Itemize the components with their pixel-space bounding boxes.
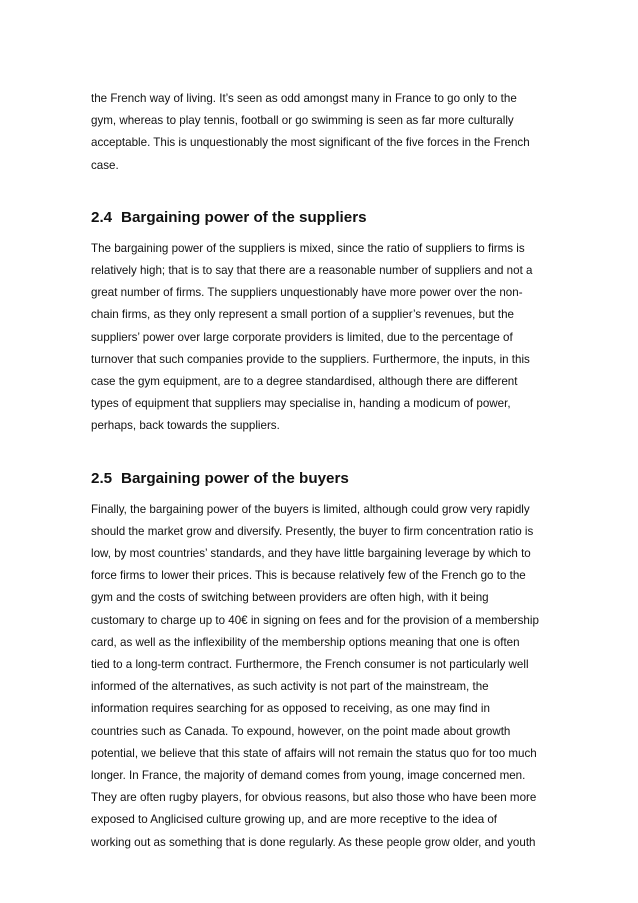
text-line: case.: [91, 158, 119, 172]
text-line: potential, we believe that this state of affairs will not remain the status quo for too much: [91, 746, 537, 760]
text-line: working out as something that is done regularly. As these people grow older, and youth: [91, 835, 536, 849]
text-line: should the market grow and diversify. Presently, the buyer to firm concentration ratio is: [91, 524, 534, 538]
text-line: suppliers’ power over large corporate providers is limited, due to the percentage of: [91, 330, 513, 344]
text-line: card, as well as the inflexibility of the membership options meaning that one is often: [91, 635, 520, 649]
text-line: They are often rugby players, for obvious reasons, but also those who have been more: [91, 791, 537, 805]
suppliers-paragraph: [91, 238, 561, 438]
text-line: low, by most countries’ standards, and they have little bargaining leverage by which to: [91, 547, 531, 561]
text-line: relatively high; that is to say that there are a reasonable number of suppliers and not a: [91, 264, 533, 278]
text-line: gym and the costs of switching between providers are often high, with it being: [91, 591, 489, 605]
buyers-paragraph: [91, 499, 561, 854]
text-line: perhaps, back towards the suppliers.: [91, 419, 280, 433]
text-line: longer. In France, the majority of demand comes from young, image concerned men.: [91, 769, 526, 783]
text-line: exposed to Anglicised culture growing up, and are more receptive to the idea of: [91, 813, 498, 827]
section-heading-2-5: [91, 469, 561, 489]
text-line: gym, whereas to play tennis, football or go swimming is seen as far more culturally: [91, 114, 514, 128]
section-heading-2-4: [91, 208, 561, 228]
text-line: the French way of living. It’s seen as odd amongst many in France to go only to the: [91, 92, 517, 105]
section-number: 2.4: [91, 208, 113, 226]
text-line: acceptable. This is unquestionably the most significant of the five forces in the French: [91, 136, 530, 150]
text-line: Finally, the bargaining power of the buyers is limited, although could grow very rapidly: [91, 502, 530, 516]
section-title: Bargaining power of the buyers: [121, 469, 349, 487]
text-line: types of equipment that suppliers may specialise in, handing a modicum of power,: [91, 397, 511, 411]
text-line: countries such as Canada. To expound, however, on the point made about growth: [91, 724, 511, 738]
text-line: The bargaining power of the suppliers is mixed, since the ratio of suppliers to firms is: [91, 241, 525, 255]
text-line: informed of the alternatives, as such activity is not part of the mainstream, the: [91, 680, 489, 694]
page-content: [91, 88, 561, 854]
text-line: turnover that such companies provide to the suppliers. Furthermore, the inputs, in this: [91, 352, 530, 366]
text-line: customary to charge up to 40€ in signing on fees and for the provision of a membership: [91, 613, 539, 627]
text-line: tied to a long-term contract. Furthermore, the French consumer is not particularly well: [91, 658, 529, 672]
text-line: information requires searching for as opposed to receiving, as one may find in: [91, 702, 490, 716]
section-title: Bargaining power of the suppliers: [121, 208, 367, 226]
text-line: case the gym equipment, are to a degree standardised, although there are different: [91, 375, 518, 389]
text-line: chain firms, as they only represent a small portion of a supplier’s revenues, but the: [91, 308, 514, 322]
section-number: 2.5: [91, 469, 113, 487]
text-line: great number of firms. The suppliers unquestionably have more power over the non-: [91, 286, 523, 300]
intro-paragraph: [91, 88, 561, 177]
text-line: force firms to lower their prices. This is because relatively few of the French go to the: [91, 569, 526, 583]
